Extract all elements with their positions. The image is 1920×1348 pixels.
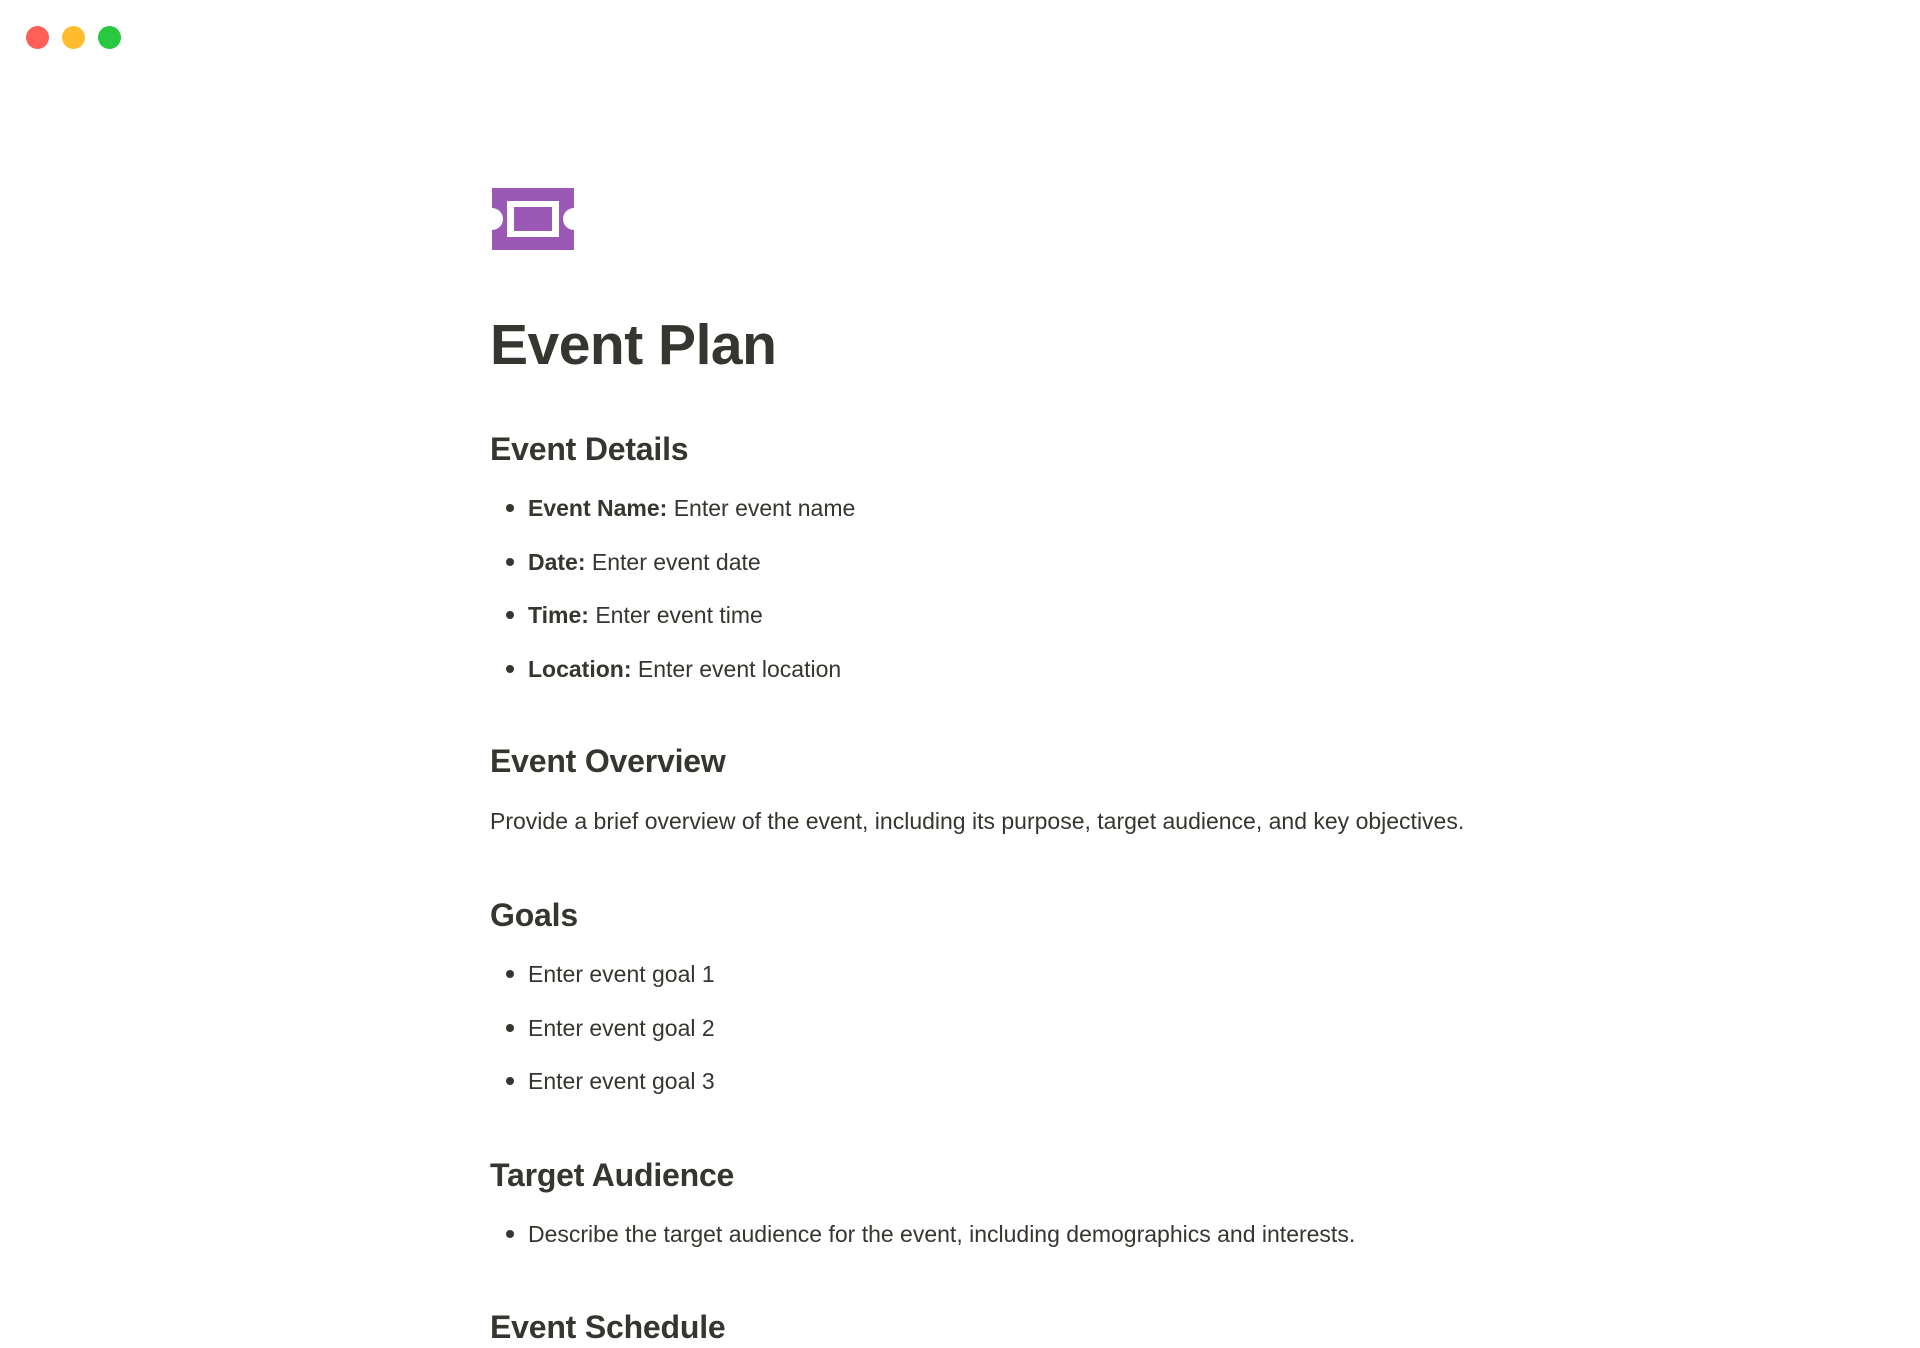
event-location-value[interactable]: Enter event location (637, 655, 842, 682)
list-item[interactable]: Enter event goal 1 (490, 957, 1620, 992)
list-item (490, 598, 1620, 633)
list-item[interactable]: Enter event goal 3 (490, 1064, 1620, 1099)
list-item[interactable]: Enter event goal 2 (490, 1011, 1620, 1046)
maximize-window-button[interactable] (98, 26, 121, 49)
event-time-value[interactable]: Enter event time (595, 602, 763, 629)
window-titlebar (0, 0, 1920, 74)
section-heading-event-schedule: Event Schedule (490, 1308, 726, 1345)
list-item (490, 491, 1620, 526)
event-time-label: Time: (528, 602, 589, 629)
section-heading-event-overview: Event Overview (490, 743, 726, 780)
page-title: Event Plan (490, 313, 777, 377)
section-heading-goals: Goals (490, 896, 578, 933)
close-window-button[interactable] (26, 26, 49, 49)
list-item[interactable]: Describe the target audience for the event, including demographics and interests. (490, 1217, 1620, 1252)
event-name-value[interactable]: Enter event name (673, 495, 856, 522)
event-date-label: Date: (528, 548, 586, 575)
minimize-window-button[interactable] (62, 26, 85, 49)
event-overview-paragraph[interactable]: Provide a brief overview of the event, including its purpose, target audience, and key objectives. (490, 808, 1465, 835)
list-item (490, 652, 1620, 687)
event-name-label: Event Name: (528, 495, 668, 522)
list-item (490, 545, 1620, 580)
section-heading-target-audience: Target Audience (490, 1156, 735, 1193)
goals-list (490, 957, 1620, 1099)
ticket-icon[interactable] (490, 186, 576, 252)
event-date-value[interactable]: Enter event date (591, 548, 761, 575)
event-location-label: Location: (528, 655, 632, 682)
target-audience-list (490, 1217, 1620, 1252)
traffic-light-controls (26, 26, 121, 49)
event-details-list (490, 491, 1620, 686)
section-heading-event-details: Event Details (490, 430, 689, 467)
document-body (0, 186, 1920, 1348)
